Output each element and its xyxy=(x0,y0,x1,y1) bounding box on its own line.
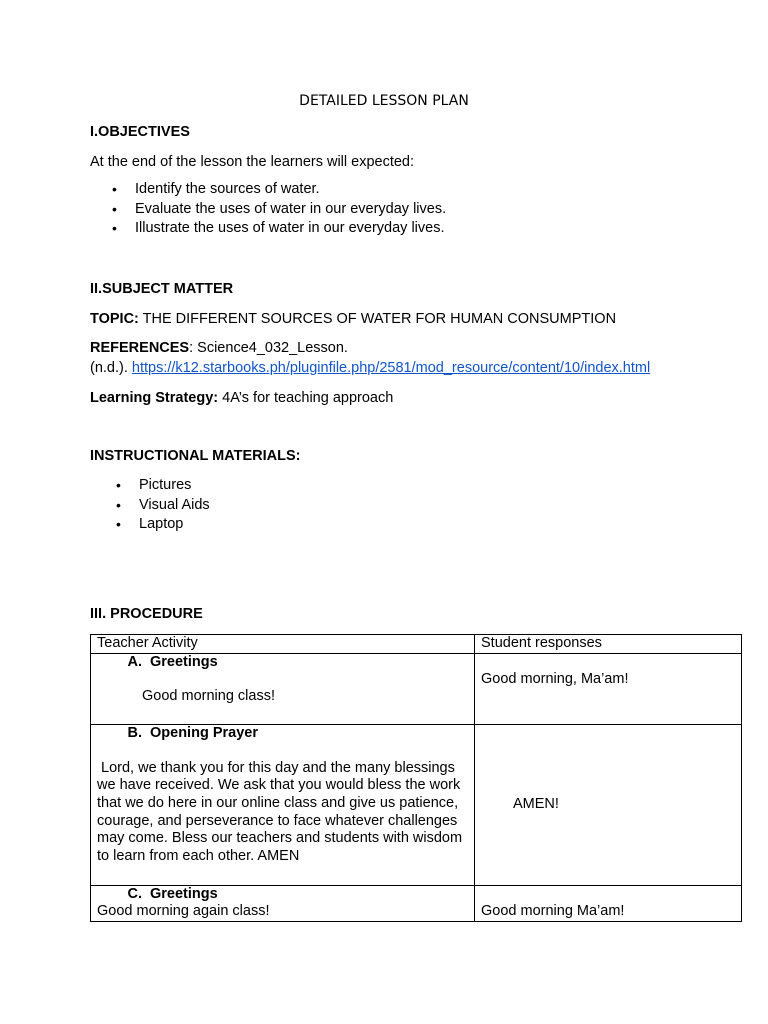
topic-label: TOPIC: xyxy=(90,311,139,327)
teacher-text: Good morning again class! xyxy=(97,903,270,920)
references-line xyxy=(90,339,348,357)
strategy-value: 4A’s for teaching approach xyxy=(218,390,394,406)
objectives-intro: At the end of the lesson the learners will expected: xyxy=(90,154,415,170)
bullet-icon: • xyxy=(112,200,117,217)
document-page: DETAILED LESSON PLAN I.OBJECTIVES At the end of the lesson the learners will expected: • Identify the sources of water. • Evaluate the uses of water in our everyday lives. • Illustrate the uses of water in our everyday lives. II.SUBJECT MATTER TOPIC: THE DIFFERENT SOURCES OF WATER FOR HUMAN CONSUMPTION REFERENCES: Science4_032_Lesson. (n.d.). https://k12.starbooks.ph/pluginfile.php/2581/mod_resource/content/10/index.html Learning Strategy: 4A’s for teaching approach INSTRUCTIONAL MATERIALS: • Pictures • Visual Aids • Laptop III. PROCEDURE Teacher Activity Student responses A. Greetings Good morning class! Good morning, Ma’am! B. Opening Prayer Lord, we thank you for this day and the many blessings we have received. We ask that you would bless the work that we do here in our online class and give us patience, courage, and perseverance to face whatever challenges may come. Bless our teachers and students with wisdom to learn from each other. AMEN AMEN! C. Greetings Good morning again class! Good morning Ma’am! xyxy=(0,0,768,1024)
bullet-icon: • xyxy=(112,181,117,197)
table-row xyxy=(91,724,742,885)
bullet-icon: • xyxy=(116,496,121,513)
teacher-cell xyxy=(91,653,475,724)
document-title: DETAILED LESSON PLAN xyxy=(299,93,469,109)
student-cell: AMEN! xyxy=(475,724,742,885)
procedure-table xyxy=(90,634,742,922)
references-label: REFERENCES xyxy=(90,340,190,356)
column-header-teacher: Teacher Activity xyxy=(91,635,475,654)
student-cell: Good morning Ma’am! xyxy=(475,885,742,921)
topic-value: THE DIFFERENT SOURCES OF WATER FOR HUMAN CONSUMPTION xyxy=(138,311,617,327)
teacher-cell xyxy=(91,724,475,885)
section-heading: A. Greetings xyxy=(127,653,218,670)
teacher-text: Good morning class! xyxy=(142,688,275,705)
table-header-row xyxy=(91,635,742,654)
column-header-student: Student responses xyxy=(475,635,742,654)
subject-matter-heading: II.SUBJECT MATTER xyxy=(90,281,234,297)
section-heading: B. Opening Prayer xyxy=(127,724,258,741)
student-cell: Good morning, Ma’am! xyxy=(475,653,742,724)
bullet-icon: • xyxy=(116,477,121,493)
procedure-heading: III. PROCEDURE xyxy=(90,606,203,622)
references-value: : Science4_032_Lesson. xyxy=(189,340,348,356)
objectives-heading: I.OBJECTIVES xyxy=(90,124,190,140)
references-nd: (n.d.). xyxy=(90,360,132,376)
bullet-icon: • xyxy=(116,516,121,533)
teacher-cell xyxy=(91,885,475,921)
strategy-label: Learning Strategy: xyxy=(90,390,219,406)
bullet-icon: • xyxy=(112,220,117,237)
table-row xyxy=(91,653,742,724)
references-link-line xyxy=(90,359,650,377)
topic-line xyxy=(90,310,616,328)
table-row xyxy=(91,885,742,921)
references-link[interactable]: https://k12.starbooks.ph/pluginfile.php/2581/mod_resource/content/10/index.html xyxy=(131,360,651,376)
materials-heading: INSTRUCTIONAL MATERIALS: xyxy=(90,448,301,464)
section-heading: C. Greetings xyxy=(127,885,218,902)
teacher-text: Lord, we thank you for this day and the many blessings we have received. We ask that you would bless the work that we do here in our online class and give us patience, courage, and perseverance to face whatever challenges may come. Bless our teachers and students with wisdom to learn from each other. AMEN xyxy=(97,759,467,864)
strategy-line xyxy=(90,389,393,407)
